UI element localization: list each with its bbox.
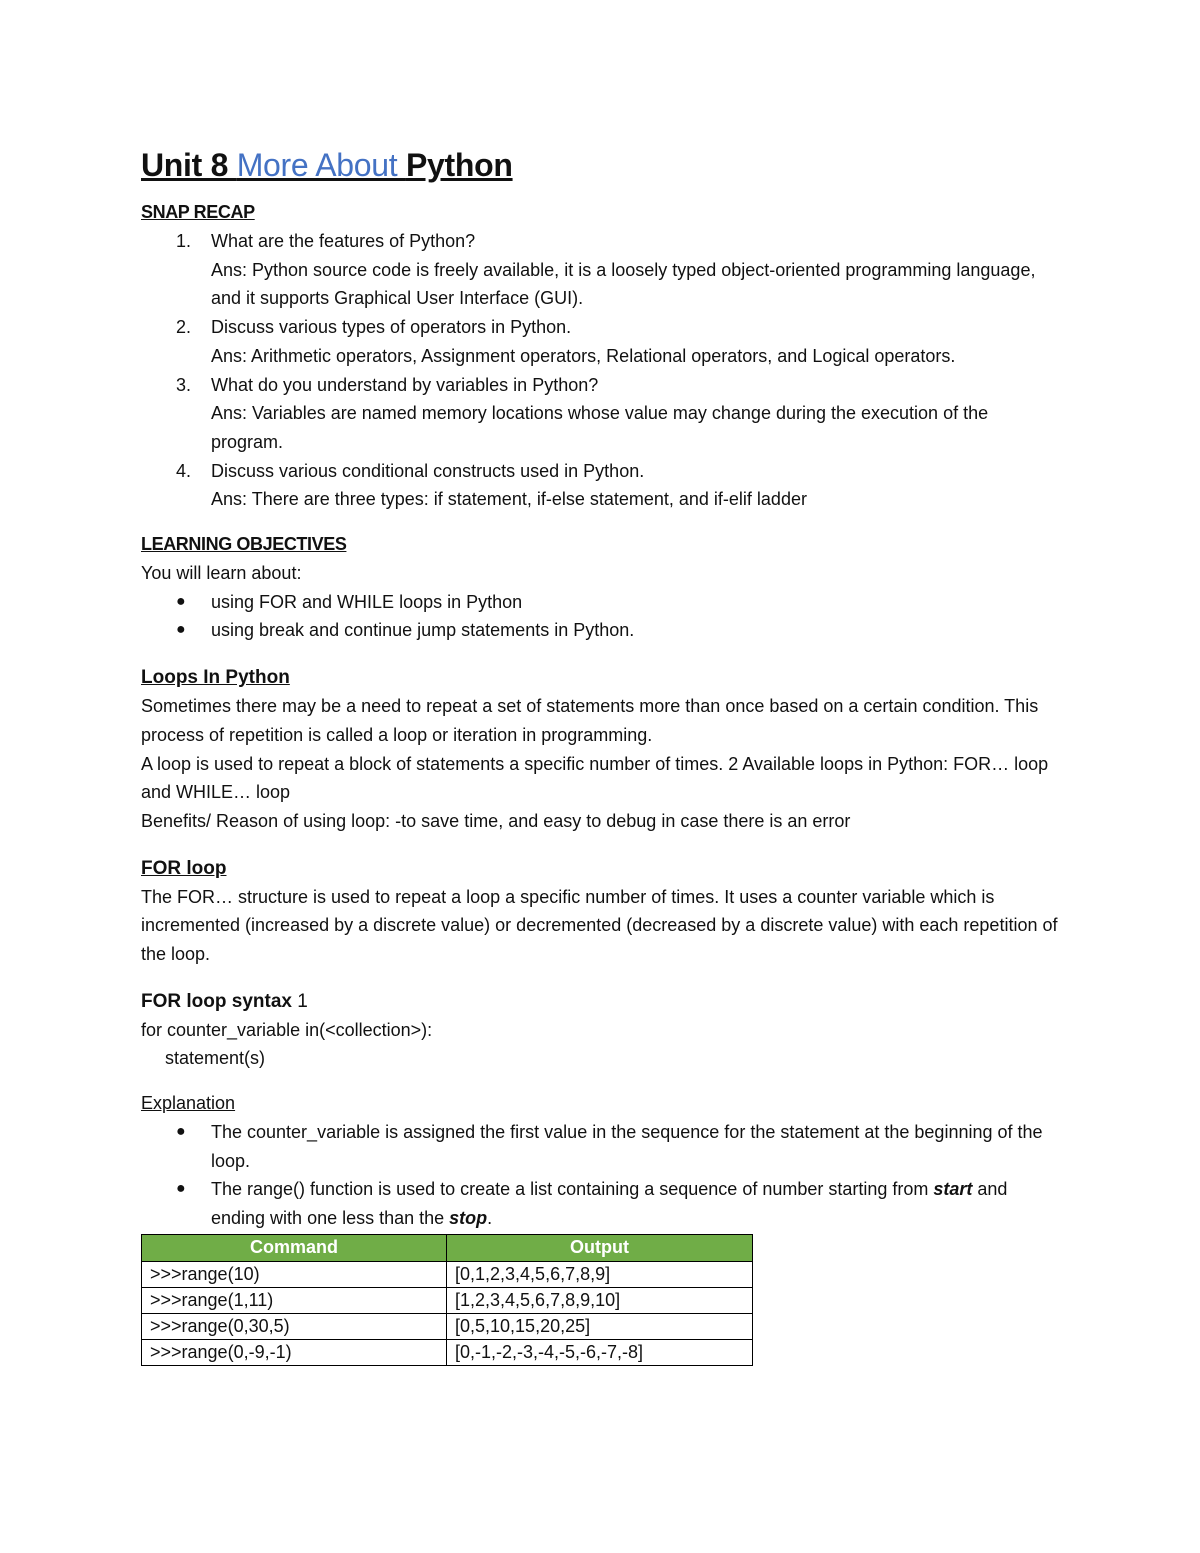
list-item: ● using break and continue jump statements in Python.: [141, 616, 1061, 645]
syntax-line: for counter_variable in(<collection>):: [141, 1019, 433, 1040]
syntax-line: statement(s): [165, 1048, 266, 1069]
output-cell: [0,1,2,3,4,5,6,7,8,9]: [447, 1261, 753, 1287]
recap-item: 3. What do you understand by variables in Python? Ans: Variables are named memory locations whose value may change during the execution of the program.: [141, 371, 1061, 457]
recap-list: [141, 227, 1061, 514]
recap-question: What do you understand by variables in Python?: [211, 374, 599, 395]
range-table: [141, 1234, 753, 1366]
column-header-command: Command: [142, 1234, 447, 1261]
table-row: [142, 1313, 753, 1339]
list-item: ● The range() function is used to create a list containing a sequence of number starting from start and ending with one less than the stop.: [141, 1175, 1061, 1232]
column-header-output: Output: [447, 1234, 753, 1261]
objectives-heading: LEARNING OBJECTIVES: [141, 534, 347, 555]
explanation-list: [141, 1118, 1061, 1233]
recap-question: What are the features of Python?: [211, 231, 476, 251]
bullet-icon: ●: [176, 1180, 186, 1198]
loops-paragraph: Sometimes there may be a need to repeat a set of statements more than once based on a certain condition. This process of repetition is called a loop or iteration in programming.: [141, 696, 1039, 745]
command-cell: >>>range(0,30,5): [142, 1313, 447, 1339]
explanation-heading: Explanation: [141, 1093, 236, 1114]
title-highlight: More About: [236, 147, 406, 183]
recap-question: Discuss various types of operators in Python.: [211, 317, 572, 338]
recap-answer: Ans: Arithmetic operators, Assignment operators, Relational operators, and Logical operators.: [211, 345, 956, 366]
objectives-intro: You will learn about:: [141, 563, 302, 584]
command-cell: >>>range(10): [142, 1261, 447, 1287]
recap-answer: Ans: Variables are named memory locations whose value may change during the execution of the program.: [211, 403, 989, 452]
recap-item: 2. Discuss various types of operators in Python. Ans: Arithmetic operators, Assignment operators, Relational operators, and Logical operators.: [141, 313, 1061, 370]
bullet-icon: ●: [176, 621, 186, 639]
command-cell: >>>range(0,-9,-1): [142, 1339, 447, 1365]
table-row: [142, 1261, 753, 1287]
list-item: ● using FOR and WHILE loops in Python: [141, 588, 1061, 617]
recap-heading: SNAP RECAP: [141, 202, 255, 222]
table-header-row: [142, 1234, 753, 1261]
output-cell: [0,-1,-2,-3,-4,-5,-6,-7,-8]: [447, 1339, 753, 1365]
syntax-heading: FOR loop syntax 1: [141, 990, 308, 1012]
output-cell: [0,5,10,15,20,25]: [447, 1313, 753, 1339]
bullet-icon: ●: [176, 1122, 186, 1140]
table-row: [142, 1339, 753, 1365]
list-item: ● The counter_variable is assigned the first value in the sequence for the statement at the beginning of the loop.: [141, 1118, 1061, 1175]
for-loop-heading: FOR loop: [141, 857, 227, 879]
objectives-list: [141, 588, 1061, 645]
loops-heading: Loops In Python: [141, 667, 290, 689]
loops-paragraph: Benefits/ Reason of using loop: -to save time, and easy to debug in case there is an error: [141, 810, 851, 831]
bullet-icon: ●: [176, 592, 186, 610]
output-cell: [1,2,3,4,5,6,7,8,9,10]: [447, 1287, 753, 1313]
page-title: Unit 8 More About Python: [141, 147, 513, 183]
recap-question: Discuss various conditional constructs used in Python.: [211, 460, 645, 481]
stop-keyword: stop: [449, 1207, 488, 1228]
table-row: [142, 1287, 753, 1313]
loops-paragraph: A loop is used to repeat a block of statements a specific number of times. 2 Available loops in Python: FOR… loop and WHILE… loop: [141, 753, 1049, 803]
recap-answer: Ans: Python source code is freely available, it is a loosely typed object-oriented programming language, and it supports Graphical User Interface (GUI).: [211, 259, 1036, 309]
recap-item: 1. What are the features of Python? Ans: Python source code is freely available, it is a loosely typed object-oriented programming language, and it supports Graphical User Interface (GUI).: [141, 227, 1061, 313]
command-cell: >>>range(1,11): [142, 1287, 447, 1313]
for-loop-paragraph: The FOR… structure is used to repeat a loop a specific number of times. It uses a counter variable which is incremented (increased by a discrete value) or decremented (decreased by a discrete value) with each repetition of the loop.: [141, 886, 1058, 965]
recap-item: 4. Discuss various conditional constructs used in Python. Ans: There are three types: if statement, if-else statement, and if-elif ladder: [141, 457, 1061, 514]
recap-answer: Ans: There are three types: if statement, if-else statement, and if-elif ladder: [211, 489, 807, 510]
document-content: [141, 142, 1061, 1366]
start-keyword: start: [933, 1179, 973, 1200]
